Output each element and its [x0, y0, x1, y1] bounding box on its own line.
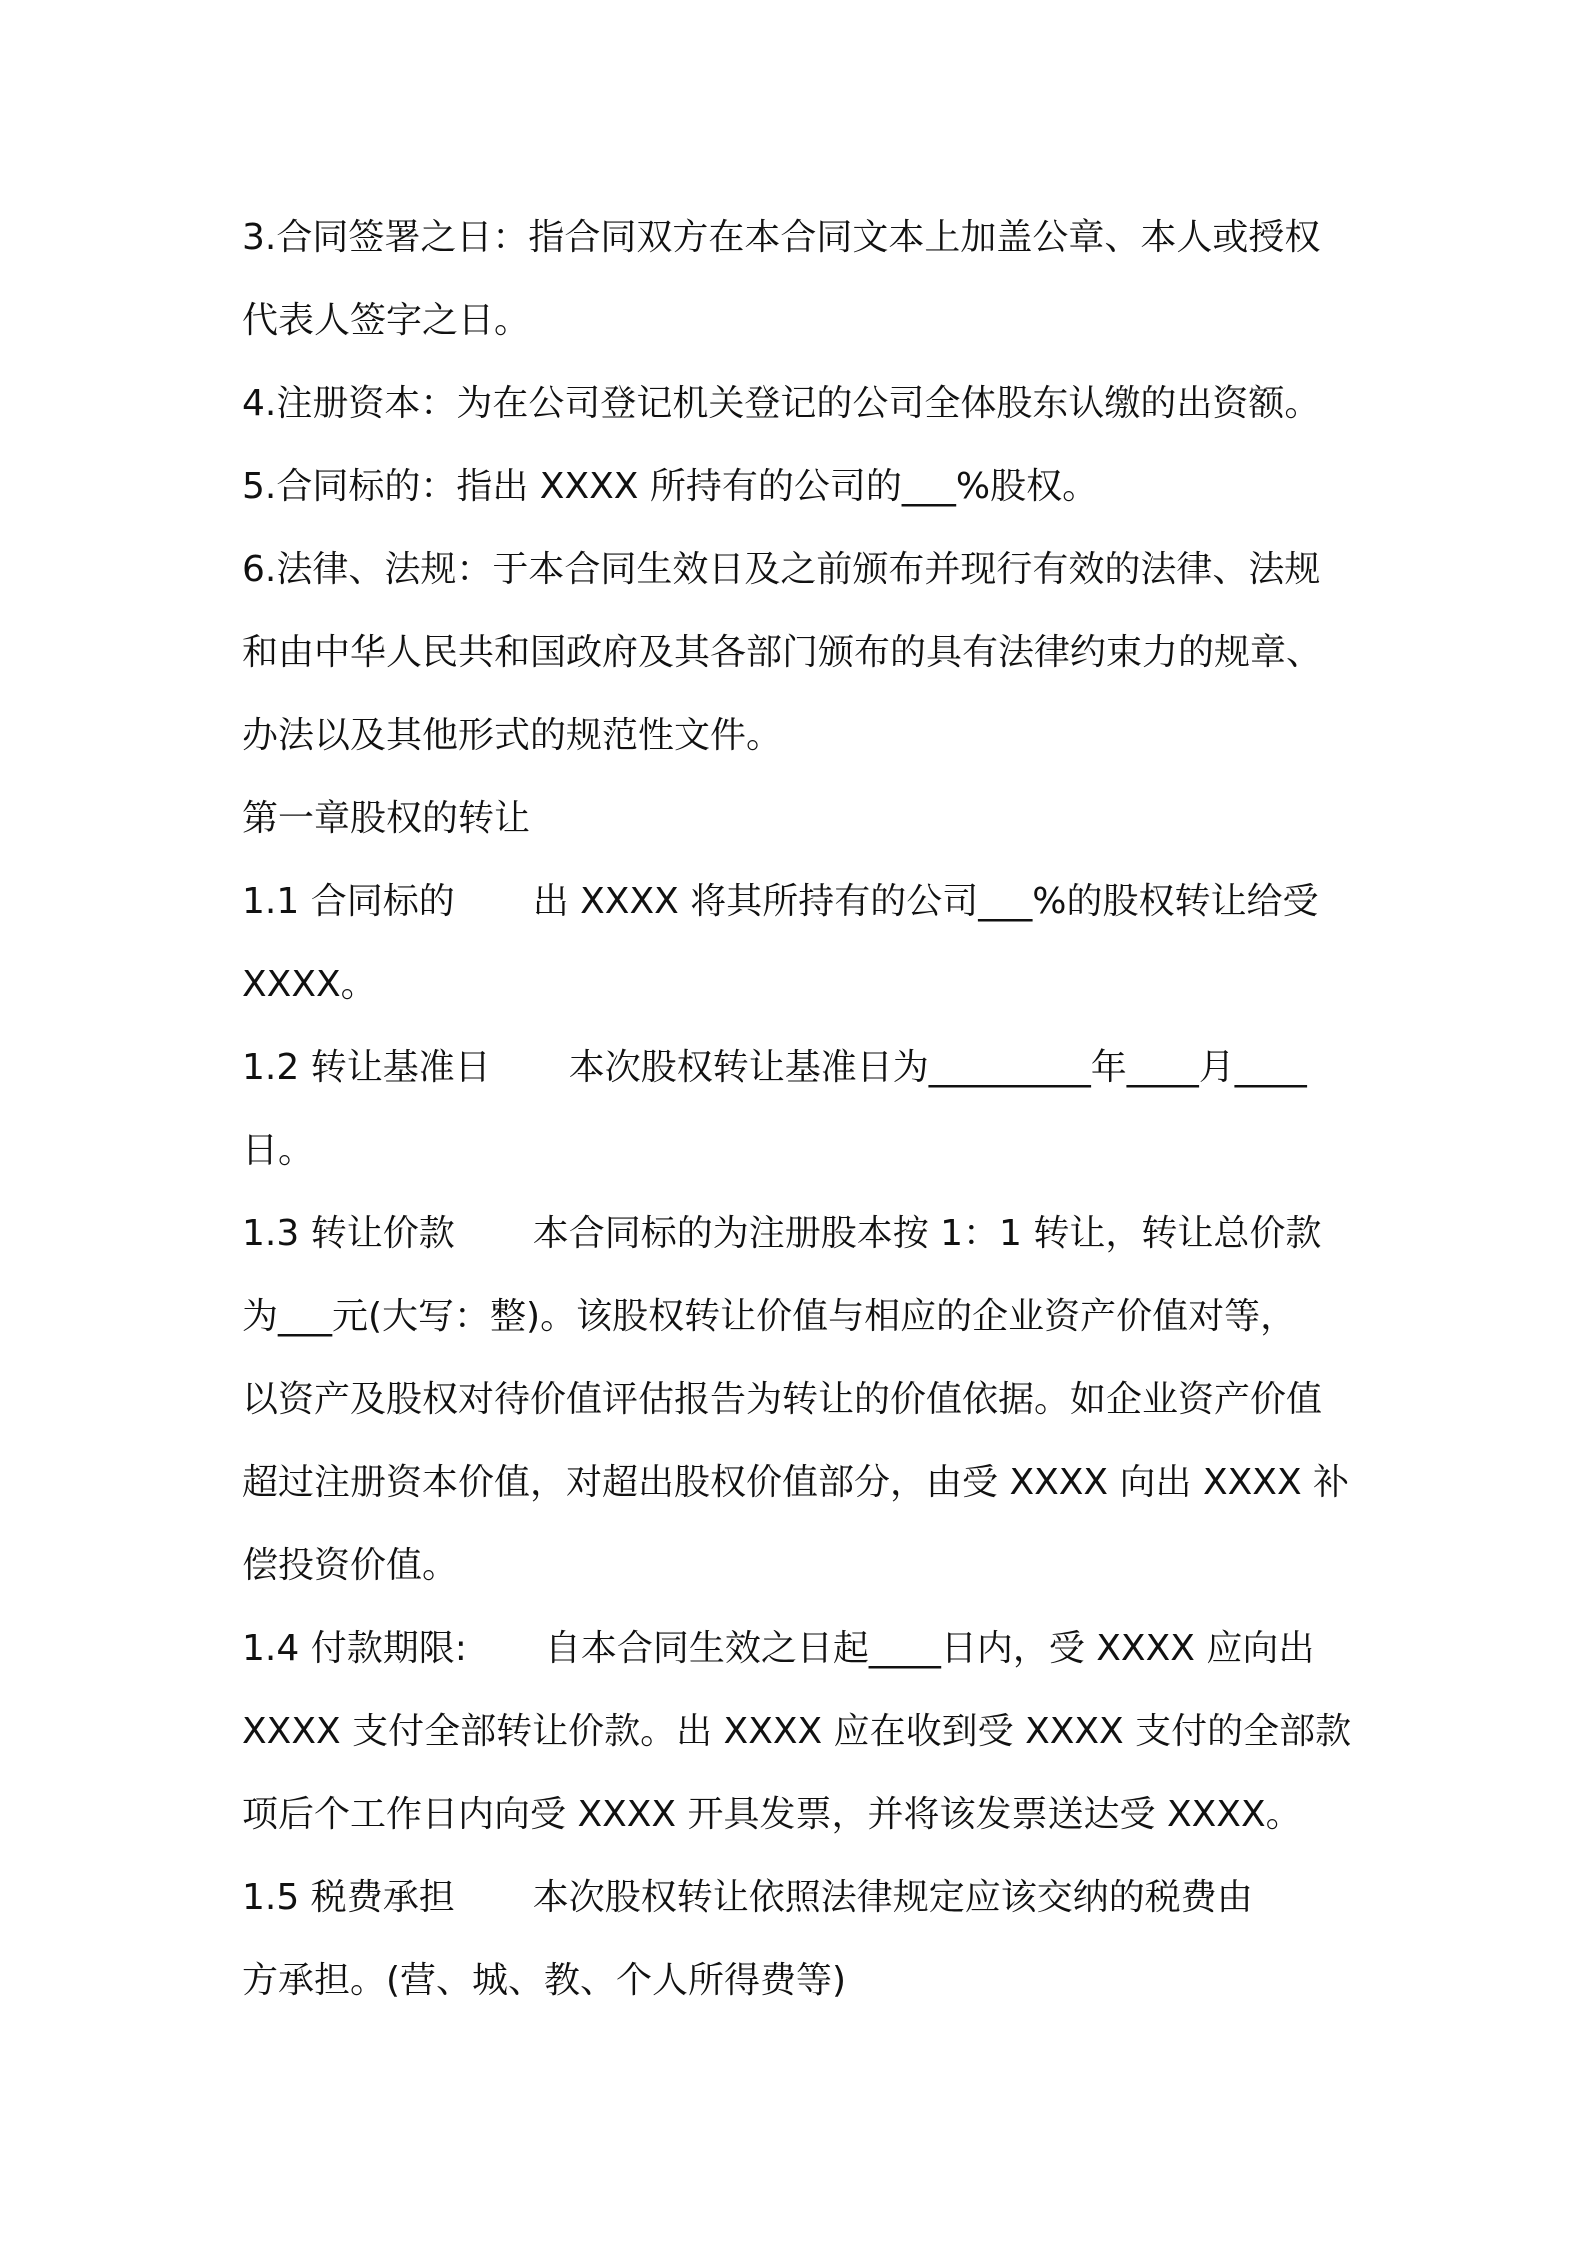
- clause-text: 出 XXXX 将其所持有的公司___%的股权转让给受: [532, 881, 1319, 922]
- clause-text: 本次股权转让依照法律规定应该交纳的税费由: [532, 1877, 1253, 1918]
- paragraph-line: [242, 943, 1362, 1026]
- line-text: 方承担。(营、城、教、个人所得费等): [242, 1960, 847, 2001]
- line-text: 超过注册资本价值，对超出股权价值部分，由受 XXXX 向出 XXXX 补: [242, 1462, 1350, 1503]
- clause-line: [242, 860, 1362, 943]
- paragraph-line: [242, 1939, 1362, 2022]
- paragraph-line: [242, 279, 1362, 362]
- line-text: 和由中华人民共和国政府及其各部门颁布的具有法律约束力的规章、: [242, 632, 1323, 673]
- line-text: 办法以及其他形式的规范性文件。: [242, 715, 783, 756]
- line-text: 项后个工作日内向受 XXXX 开具发票，并将该发票送达受 XXXX。: [242, 1794, 1302, 1835]
- paragraph-line: [242, 1524, 1362, 1607]
- line-text: 以资产及股权对待价值评估报告为转让的价值依据。如企业资产价值: [242, 1379, 1323, 1420]
- line-text: 3.合同签署之日：指合同双方在本合同文本上加盖公章、本人或授权: [242, 217, 1321, 258]
- paragraph-line: [242, 445, 1362, 528]
- line-text: 偿投资价值。: [242, 1545, 459, 1586]
- line-text: XXXX。: [242, 964, 377, 1005]
- paragraph-line: [242, 196, 1362, 279]
- paragraph-line: [242, 1690, 1362, 1773]
- clause-text: 本合同标的为注册股本按 1：1 转让，转让总价款: [532, 1213, 1322, 1254]
- line-text: 日。: [242, 1130, 315, 1171]
- clause-line: [242, 1856, 1362, 1939]
- clause-text: 自本合同生效之日起____日内，受 XXXX 应向出: [544, 1628, 1315, 1669]
- clause-line: [242, 1026, 1362, 1109]
- line-text: 为___元(大写：整)。该股权转让价值与相应的企业资产价值对等，: [242, 1296, 1297, 1337]
- clause-line: [242, 1192, 1362, 1275]
- paragraph-line: [242, 1773, 1362, 1856]
- paragraph-line: [242, 611, 1362, 694]
- line-text: 代表人签字之日。: [242, 300, 531, 341]
- clause-text: 本次股权转让基准日为_________年____月____: [568, 1047, 1307, 1088]
- paragraph-line: [242, 1441, 1362, 1524]
- line-text: 4.注册资本：为在公司登记机关登记的公司全体股东认缴的出资额。: [242, 383, 1321, 424]
- clause-label: 1.3 转让价款: [242, 1213, 455, 1254]
- paragraph-line: [242, 694, 1362, 777]
- clause-line: [242, 1607, 1362, 1690]
- chapter-heading: [242, 777, 1362, 860]
- paragraph-line: [242, 528, 1362, 611]
- paragraph-line: [242, 1109, 1362, 1192]
- line-text: XXXX 支付全部转让价款。出 XXXX 应在收到受 XXXX 支付的全部款: [242, 1711, 1352, 1752]
- paragraph-line: [242, 1358, 1362, 1441]
- document-body: [242, 196, 1362, 2022]
- paragraph-line: [242, 1275, 1362, 1358]
- clause-label: 1.2 转让基准日: [242, 1047, 491, 1088]
- clause-label: 1.1 合同标的: [242, 881, 455, 922]
- line-text: 6.法律、法规：于本合同生效日及之前颁布并现行有效的法律、法规: [242, 549, 1321, 590]
- clause-label: 1.5 税费承担: [242, 1877, 455, 1918]
- line-text: 5.合同标的：指出 XXXX 所持有的公司的___%股权。: [242, 466, 1099, 507]
- clause-label: 1.4 付款期限:: [242, 1628, 467, 1669]
- paragraph-line: [242, 362, 1362, 445]
- chapter-heading-text: 第一章股权的转让: [242, 798, 531, 839]
